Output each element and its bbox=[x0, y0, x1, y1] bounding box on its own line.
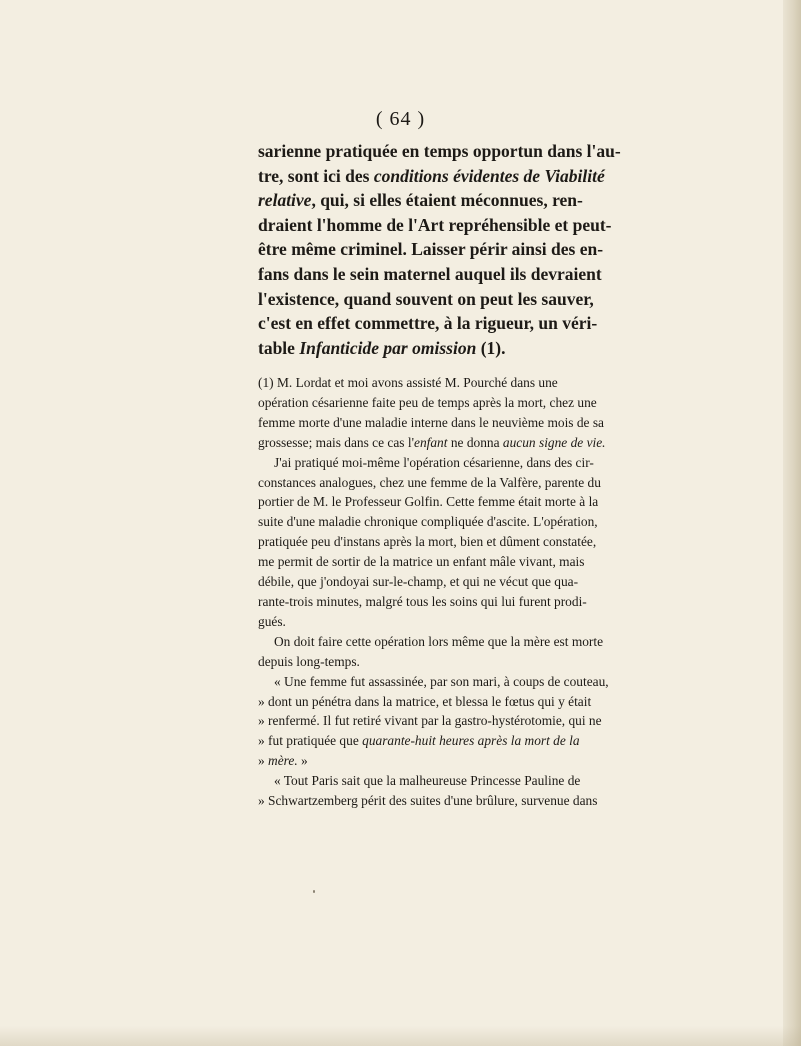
italic-text: conditions évidentes de Viabilité bbox=[373, 165, 605, 186]
text-run: grossesse; mais dans ce cas l' bbox=[258, 434, 414, 450]
text-run: opération césarienne faite peu de temps après la mort, chez une bbox=[258, 394, 597, 410]
text-run: » bbox=[258, 753, 269, 769]
footnote-line bbox=[258, 771, 581, 791]
footnote-line bbox=[258, 393, 597, 413]
footnote-line bbox=[258, 532, 597, 552]
text-run: fans dans le sein maternel auquel ils devraient bbox=[258, 263, 602, 284]
text-run: » Schwartzemberg périt des suites d'une brûlure, survenue dans bbox=[258, 793, 598, 809]
text-run: (1). bbox=[476, 337, 506, 358]
text-run: On doit faire cette opération lors même que la mère est morte bbox=[274, 633, 604, 649]
text-run: pratiquée peu d'instans après la mort, bien et dûment constatée, bbox=[258, 534, 597, 550]
text-line bbox=[258, 287, 594, 312]
italic-text: mère. bbox=[268, 753, 298, 769]
footnote-line bbox=[258, 592, 587, 612]
italic-text: aucun signe de vie. bbox=[502, 434, 606, 450]
footnote-line bbox=[258, 373, 558, 393]
footnote-line bbox=[258, 492, 599, 512]
footnote-line bbox=[258, 453, 594, 473]
footnote bbox=[258, 373, 609, 811]
text-run: ne donna bbox=[447, 434, 503, 450]
text-run: » renfermé. Il fut retiré vivant par la gastro-hystérotomie, qui ne bbox=[258, 713, 602, 729]
main-paragraph bbox=[258, 139, 621, 360]
italic-text: enfant bbox=[414, 434, 448, 450]
text-run: l'existence, quand souvent on peut les sauver, bbox=[258, 288, 594, 309]
text-run: c'est en effet commettre, à la rigueur, un véri- bbox=[258, 313, 598, 334]
footnote-line bbox=[258, 692, 592, 712]
text-run: » bbox=[297, 753, 308, 769]
text-run: être même criminel. Laisser périr ainsi des en- bbox=[258, 239, 604, 260]
footnote-line bbox=[258, 512, 598, 532]
text-run: tre, sont ici des bbox=[258, 165, 374, 186]
footnote-line bbox=[258, 751, 552, 771]
footnote-line bbox=[258, 612, 552, 632]
text-run: draient l'homme de l'Art repréhensible et peut- bbox=[258, 214, 612, 235]
text-run: portier de M. le Professeur Golfin. Cette femme était morte à la bbox=[258, 494, 599, 510]
footnote-line bbox=[258, 552, 585, 572]
text-run: » dont un pénétra dans la matrice, et blessa le fœtus qui y était bbox=[258, 693, 592, 709]
text-line bbox=[258, 262, 602, 287]
text-run: (1) M. Lordat et moi avons assisté M. Pourché dans une bbox=[258, 375, 558, 390]
text-run: me permit de sortir de la matrice un enfant mâle vivant, mais bbox=[258, 554, 585, 570]
text-run: rante-trois minutes, malgré tous les soins qui lui furent prodi- bbox=[258, 593, 587, 609]
paper-speck bbox=[313, 890, 315, 893]
text-run: débile, que j'ondoyai sur-le-champ, et qui ne vécut que qua- bbox=[258, 574, 579, 590]
footnote-line bbox=[258, 672, 609, 692]
text-line bbox=[258, 164, 605, 189]
footnote-line bbox=[258, 572, 579, 592]
text-run: , qui, si elles étaient méconnues, ren- bbox=[311, 190, 583, 211]
text-run: sarienne pratiquée en temps opportun dans l'au- bbox=[258, 141, 621, 161]
text-line bbox=[258, 237, 604, 262]
text-run: J'ai pratiqué moi-même l'opération césarienne, dans des cir- bbox=[274, 454, 594, 470]
footnote-line bbox=[258, 632, 604, 652]
text-line bbox=[258, 213, 612, 238]
text-run: « Une femme fut assassinée, par son mari, à coups de couteau, bbox=[274, 673, 609, 689]
text-line bbox=[258, 336, 552, 361]
text-line bbox=[258, 139, 621, 164]
text-run: « Tout Paris sait que la malheureuse Princesse Pauline de bbox=[274, 773, 581, 789]
footnote-line bbox=[258, 711, 602, 731]
text-run: gués. bbox=[258, 613, 286, 629]
text-line bbox=[258, 311, 598, 336]
page-shadow bbox=[0, 1026, 801, 1046]
page-number: ( 64 ) bbox=[375, 108, 426, 130]
text-run: » fut pratiquée que bbox=[258, 733, 363, 749]
italic-text: quarante-huit heures après la mort de la bbox=[362, 733, 580, 749]
footnote-line bbox=[258, 413, 604, 433]
text-run: table bbox=[258, 337, 300, 358]
footnote-line bbox=[258, 791, 598, 811]
italic-text: relative bbox=[258, 190, 312, 211]
footnote-line bbox=[258, 731, 580, 751]
footnote-line bbox=[258, 433, 606, 453]
italic-text: Infanticide par omission bbox=[299, 337, 477, 358]
text-line bbox=[258, 188, 583, 213]
footnote-line bbox=[258, 473, 601, 493]
footnote-line bbox=[258, 652, 552, 672]
text-run: depuis long-temps. bbox=[258, 653, 360, 669]
text-run: suite d'une maladie chronique compliquée d'ascite. L'opération, bbox=[258, 514, 598, 530]
page-edge bbox=[783, 0, 801, 1046]
text-run: constances analogues, chez une femme de la Valfère, parente du bbox=[258, 474, 601, 490]
text-run: femme morte d'une maladie interne dans le neuvième mois de sa bbox=[258, 414, 604, 430]
